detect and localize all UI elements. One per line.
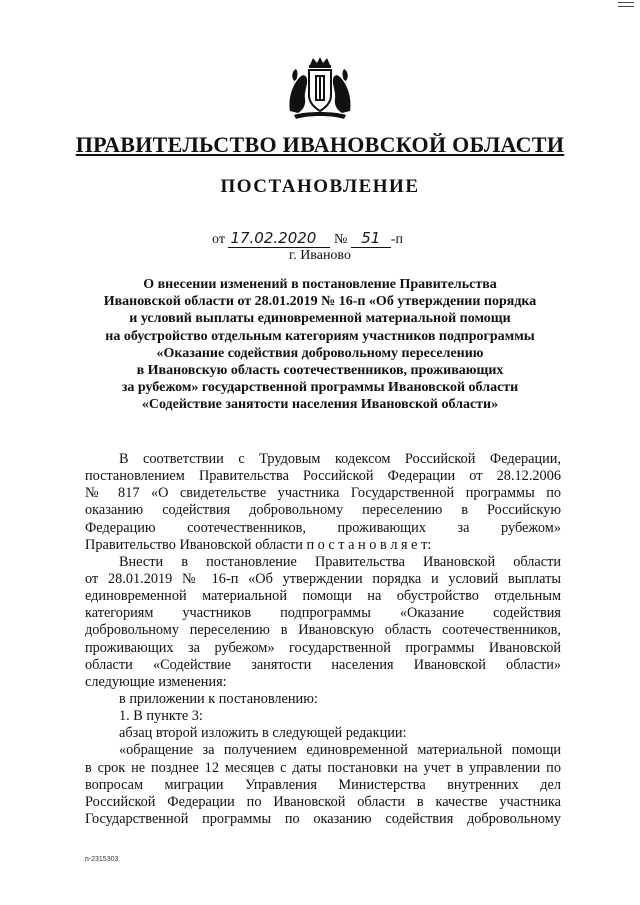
number-suffix: -п [390, 232, 403, 247]
handwritten-number: 51 [351, 229, 391, 248]
body-line: в приложении к постановлению: [119, 690, 318, 707]
subject-line: в Ивановскую область соотечественников, проживающих [136, 363, 504, 379]
body-line: проживающих за рубежом» государственной программы Ивановской [85, 639, 561, 656]
subject-line: «Оказание содействия добровольному переселению [156, 345, 484, 361]
subject-line: и условий выплаты единовременной материальной помощи [129, 311, 511, 327]
body-line: оказанию содействия добровольному переселению в Российскую [85, 502, 561, 519]
coat-of-arms-icon [286, 55, 354, 121]
body-line: Российской Федерации по Ивановской области в качестве участника [85, 793, 561, 810]
body-line: Государственной программы по оказанию содействия добровольному [85, 810, 561, 827]
government-title: ПРАВИТЕЛЬСТВО ИВАНОВСКОЙ ОБЛАСТИ [75, 132, 565, 157]
body-line: Федерацию соотечественников, проживающих за рубежом» [85, 519, 561, 536]
subject-line: «Содействие занятости населения Ивановской области» [141, 397, 499, 413]
body-line: Правительство Ивановской области п о с т а н о в л я е т: [85, 536, 432, 553]
date-number-line [212, 229, 403, 248]
body-line: 1. В пункте 3: [119, 708, 203, 725]
body-line: области «Содействие занятости населения Ивановской области» [85, 656, 561, 673]
body-line: абзац второй изложить в следующей редакции: [119, 725, 407, 742]
number-sign: № [333, 232, 348, 247]
body-line: В соответствии с Трудовым кодексом Российской Федерации, [119, 451, 561, 467]
body-line: следующие изменения: [85, 673, 227, 690]
body-line: категориям участников подпрограммы «Оказание содействия [85, 605, 561, 622]
subject-line: на обустройство отдельным категориям участников подпрограммы [105, 328, 535, 344]
body-line: Внести в постановление Правительства Ивановской области [119, 553, 561, 570]
city-line: г. Иваново [289, 248, 351, 263]
footer-document-code: п-2315303 [85, 856, 119, 863]
body-line: в срок не позднее 12 месяцев с даты постановки на учет в управлении по [85, 759, 561, 776]
body-text [85, 451, 561, 828]
body-line: вопросам миграции Управления Министерства внутренних дел [85, 776, 561, 793]
corner-mark [618, 2, 634, 7]
document-type: ПОСТАНОВЛЕНИЕ [220, 176, 420, 197]
handwritten-date: 17.02.2020 [228, 229, 330, 248]
body-line: добровольному переселению в Ивановскую область соотечественников, [85, 622, 561, 639]
body-line: № 817 «О свидетельстве участника Государственной программы по [85, 485, 561, 502]
subject-line: за рубежом» государственной программы Ивановской области [121, 380, 519, 396]
subject-block [70, 276, 570, 414]
subject-line: О внесении изменений в постановление Правительства [143, 277, 497, 292]
body-line: от 28.01.2019 № 16-п «Об утверждении порядка и условий выплаты [85, 570, 561, 587]
body-line: «обращение за получением единовременной материальной помощи [119, 742, 561, 759]
subject-line: Ивановской области от 28.01.2019 № 16-п «Об утверждении порядка [103, 294, 537, 310]
date-prefix: от [212, 232, 225, 247]
body-line: единовременной материальной помощи на обустройство отдельным [85, 588, 561, 605]
body-line: постановлением Правительства Российской Федерации от 28.12.2006 [85, 468, 561, 485]
